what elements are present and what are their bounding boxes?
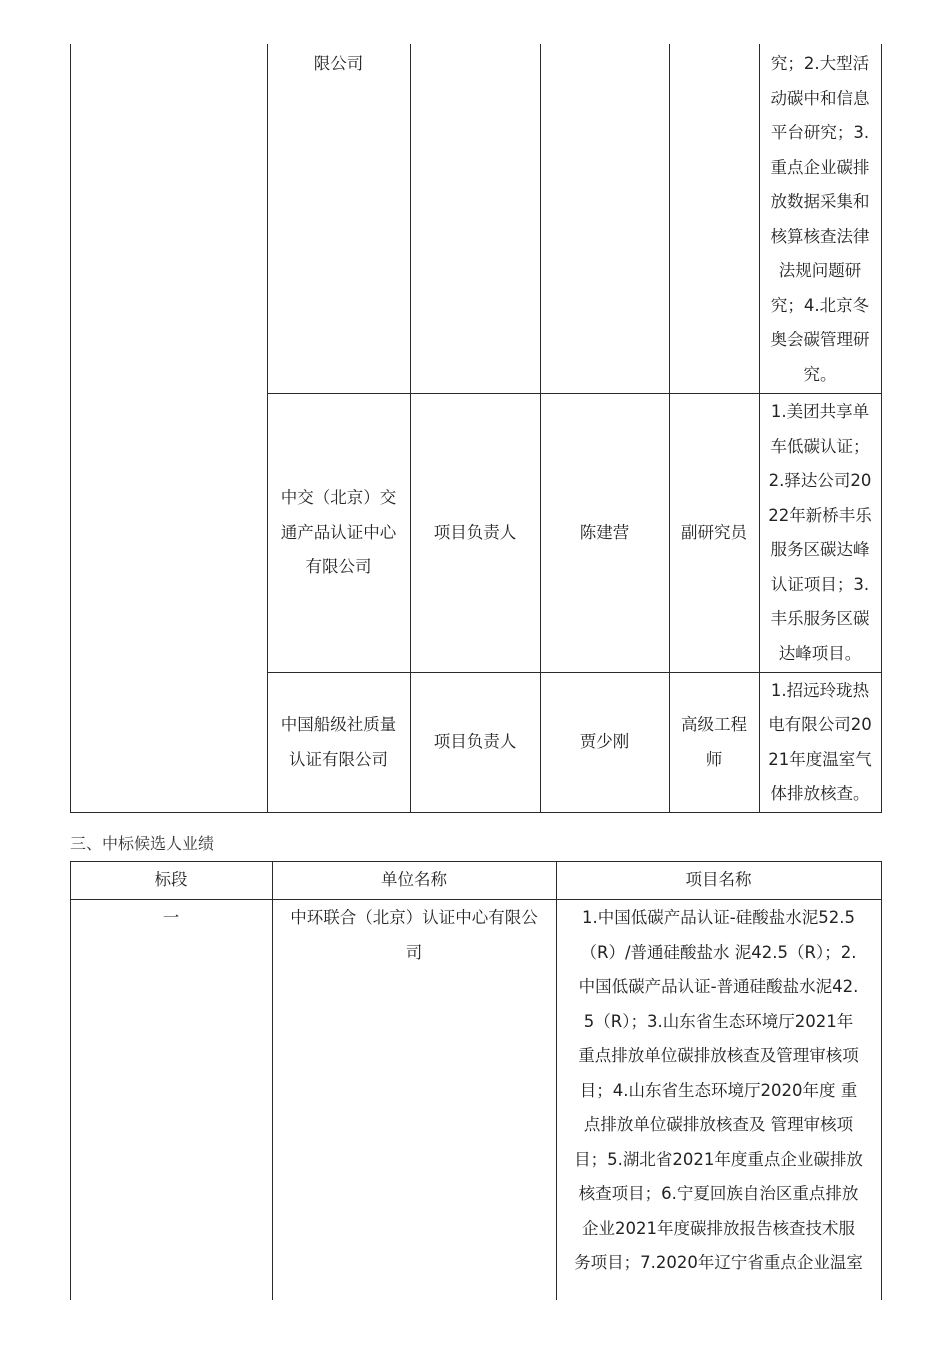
table-cell-performance: [759, 47, 881, 392]
table-cell-performance: [759, 394, 881, 672]
cell-text: 企业2021年度碳排放报告核查技术服: [582, 1218, 855, 1238]
header-divider: [70, 899, 882, 900]
cell-text: 中环联合（北京）认证中心有限公: [290, 908, 538, 927]
table-cell-name: [540, 673, 669, 812]
cell-text: 一: [162, 908, 180, 927]
table-cell-company: [272, 901, 556, 970]
cell-text: 中国船级社质量: [280, 715, 397, 734]
table-border-left: [70, 44, 71, 813]
table-cell-section: [70, 901, 272, 936]
table-cell-company: [267, 394, 410, 672]
table-cell-role: [410, 673, 540, 812]
cell-text: 21年度温室气: [768, 749, 872, 769]
cell-text: 点排放单位碳排放核查及 管理审核项: [583, 1115, 854, 1134]
cell-text: 副研究员: [681, 522, 747, 542]
table-border-bottom: [70, 812, 882, 813]
header-text: 项目名称: [685, 870, 752, 890]
cell-text: 1.招远玲珑热: [770, 680, 870, 700]
cell-text: 22年新桥丰乐: [768, 505, 872, 525]
cell-text: 中国低碳产品认证-普通硅酸盐水泥42.: [578, 977, 859, 996]
table-cell-title: [669, 673, 759, 812]
cell-text: （R）/普通硅酸盐水 泥42.5（R）；2.: [580, 942, 857, 962]
cell-text: 有限公司: [305, 557, 372, 577]
column-header-project: [556, 862, 881, 899]
cell-text: 究；2.大型活: [770, 54, 870, 73]
cell-text: 师: [705, 749, 723, 769]
cell-text: 达峰项目。: [778, 643, 862, 663]
cell-text: 中交（北京）交: [280, 488, 397, 508]
cell-text: 电有限公司20: [768, 715, 872, 734]
table-border-right: [881, 861, 882, 1300]
table-cell-project: [556, 901, 881, 1281]
cell-text: 目；4.山东省生态环境厅2020年度 重: [579, 1080, 858, 1100]
cell-text: 1.中国低碳产品认证-硅酸盐水泥52.5: [582, 908, 855, 927]
cell-text: 平台研究；3.: [770, 123, 870, 142]
cell-text: 究。: [803, 364, 837, 384]
cell-text: 核算核查法律: [770, 226, 870, 246]
cell-text: 究；4.北京冬: [770, 295, 870, 315]
cell-text: 重点排放单位碳排放核查及管理审核项: [578, 1046, 859, 1065]
cell-text: 认证有限公司: [289, 749, 388, 769]
cell-text: 通产品认证中心: [280, 522, 397, 542]
cell-text: 目；5.湖北省2021年度重点企业碳排放: [574, 1149, 863, 1169]
cell-text: 项目负责人: [433, 732, 517, 752]
table-cell-role: [410, 394, 540, 672]
cell-text: 车低碳认证；: [770, 436, 870, 456]
cell-text: 项目负责人: [433, 522, 517, 542]
section-title: 三、中标候选人业绩: [70, 834, 215, 853]
cell-text: 动碳中和信息: [770, 88, 870, 108]
table-cell-company: [267, 47, 410, 82]
table-cell-company: [267, 673, 410, 812]
cell-text: 核查项目；6.宁夏回族自治区重点排放: [578, 1184, 859, 1203]
table-border-right: [881, 44, 882, 813]
header-text: 标段: [154, 870, 188, 890]
cell-text: 2.驿达公司20: [768, 471, 872, 490]
table-cell-performance: [759, 673, 881, 812]
table-cell-title: [669, 394, 759, 672]
cell-text: 司: [405, 942, 423, 962]
cell-text: 1.美团共享单: [770, 402, 870, 421]
header-text: 单位名称: [381, 870, 447, 890]
cell-text: 5（R）；3.山东省生态环境厅2021年: [583, 1011, 854, 1031]
cell-text: 限公司: [313, 54, 364, 73]
cell-text: 认证项目；3.: [770, 574, 870, 594]
cell-text: 奥会碳管理研: [770, 330, 870, 349]
cell-text: 重点企业碳排: [770, 157, 870, 177]
cell-text: 贾少刚: [579, 732, 630, 752]
cell-text: 服务区碳达峰: [770, 540, 870, 559]
cell-text: 丰乐服务区碳: [770, 609, 870, 628]
cell-text: 务项目；7.2020年辽宁省重点企业温室: [574, 1253, 863, 1272]
column-header-section: [70, 862, 272, 899]
cell-text: 体排放核查。: [770, 784, 870, 803]
cell-text: 法规问题研: [778, 261, 862, 280]
column-header-company: [272, 862, 556, 899]
table-cell-name: [540, 394, 669, 672]
cell-text: 放数据采集和: [770, 192, 870, 211]
cell-text: 陈建营: [579, 522, 630, 542]
cell-text: 高级工程: [681, 715, 747, 734]
